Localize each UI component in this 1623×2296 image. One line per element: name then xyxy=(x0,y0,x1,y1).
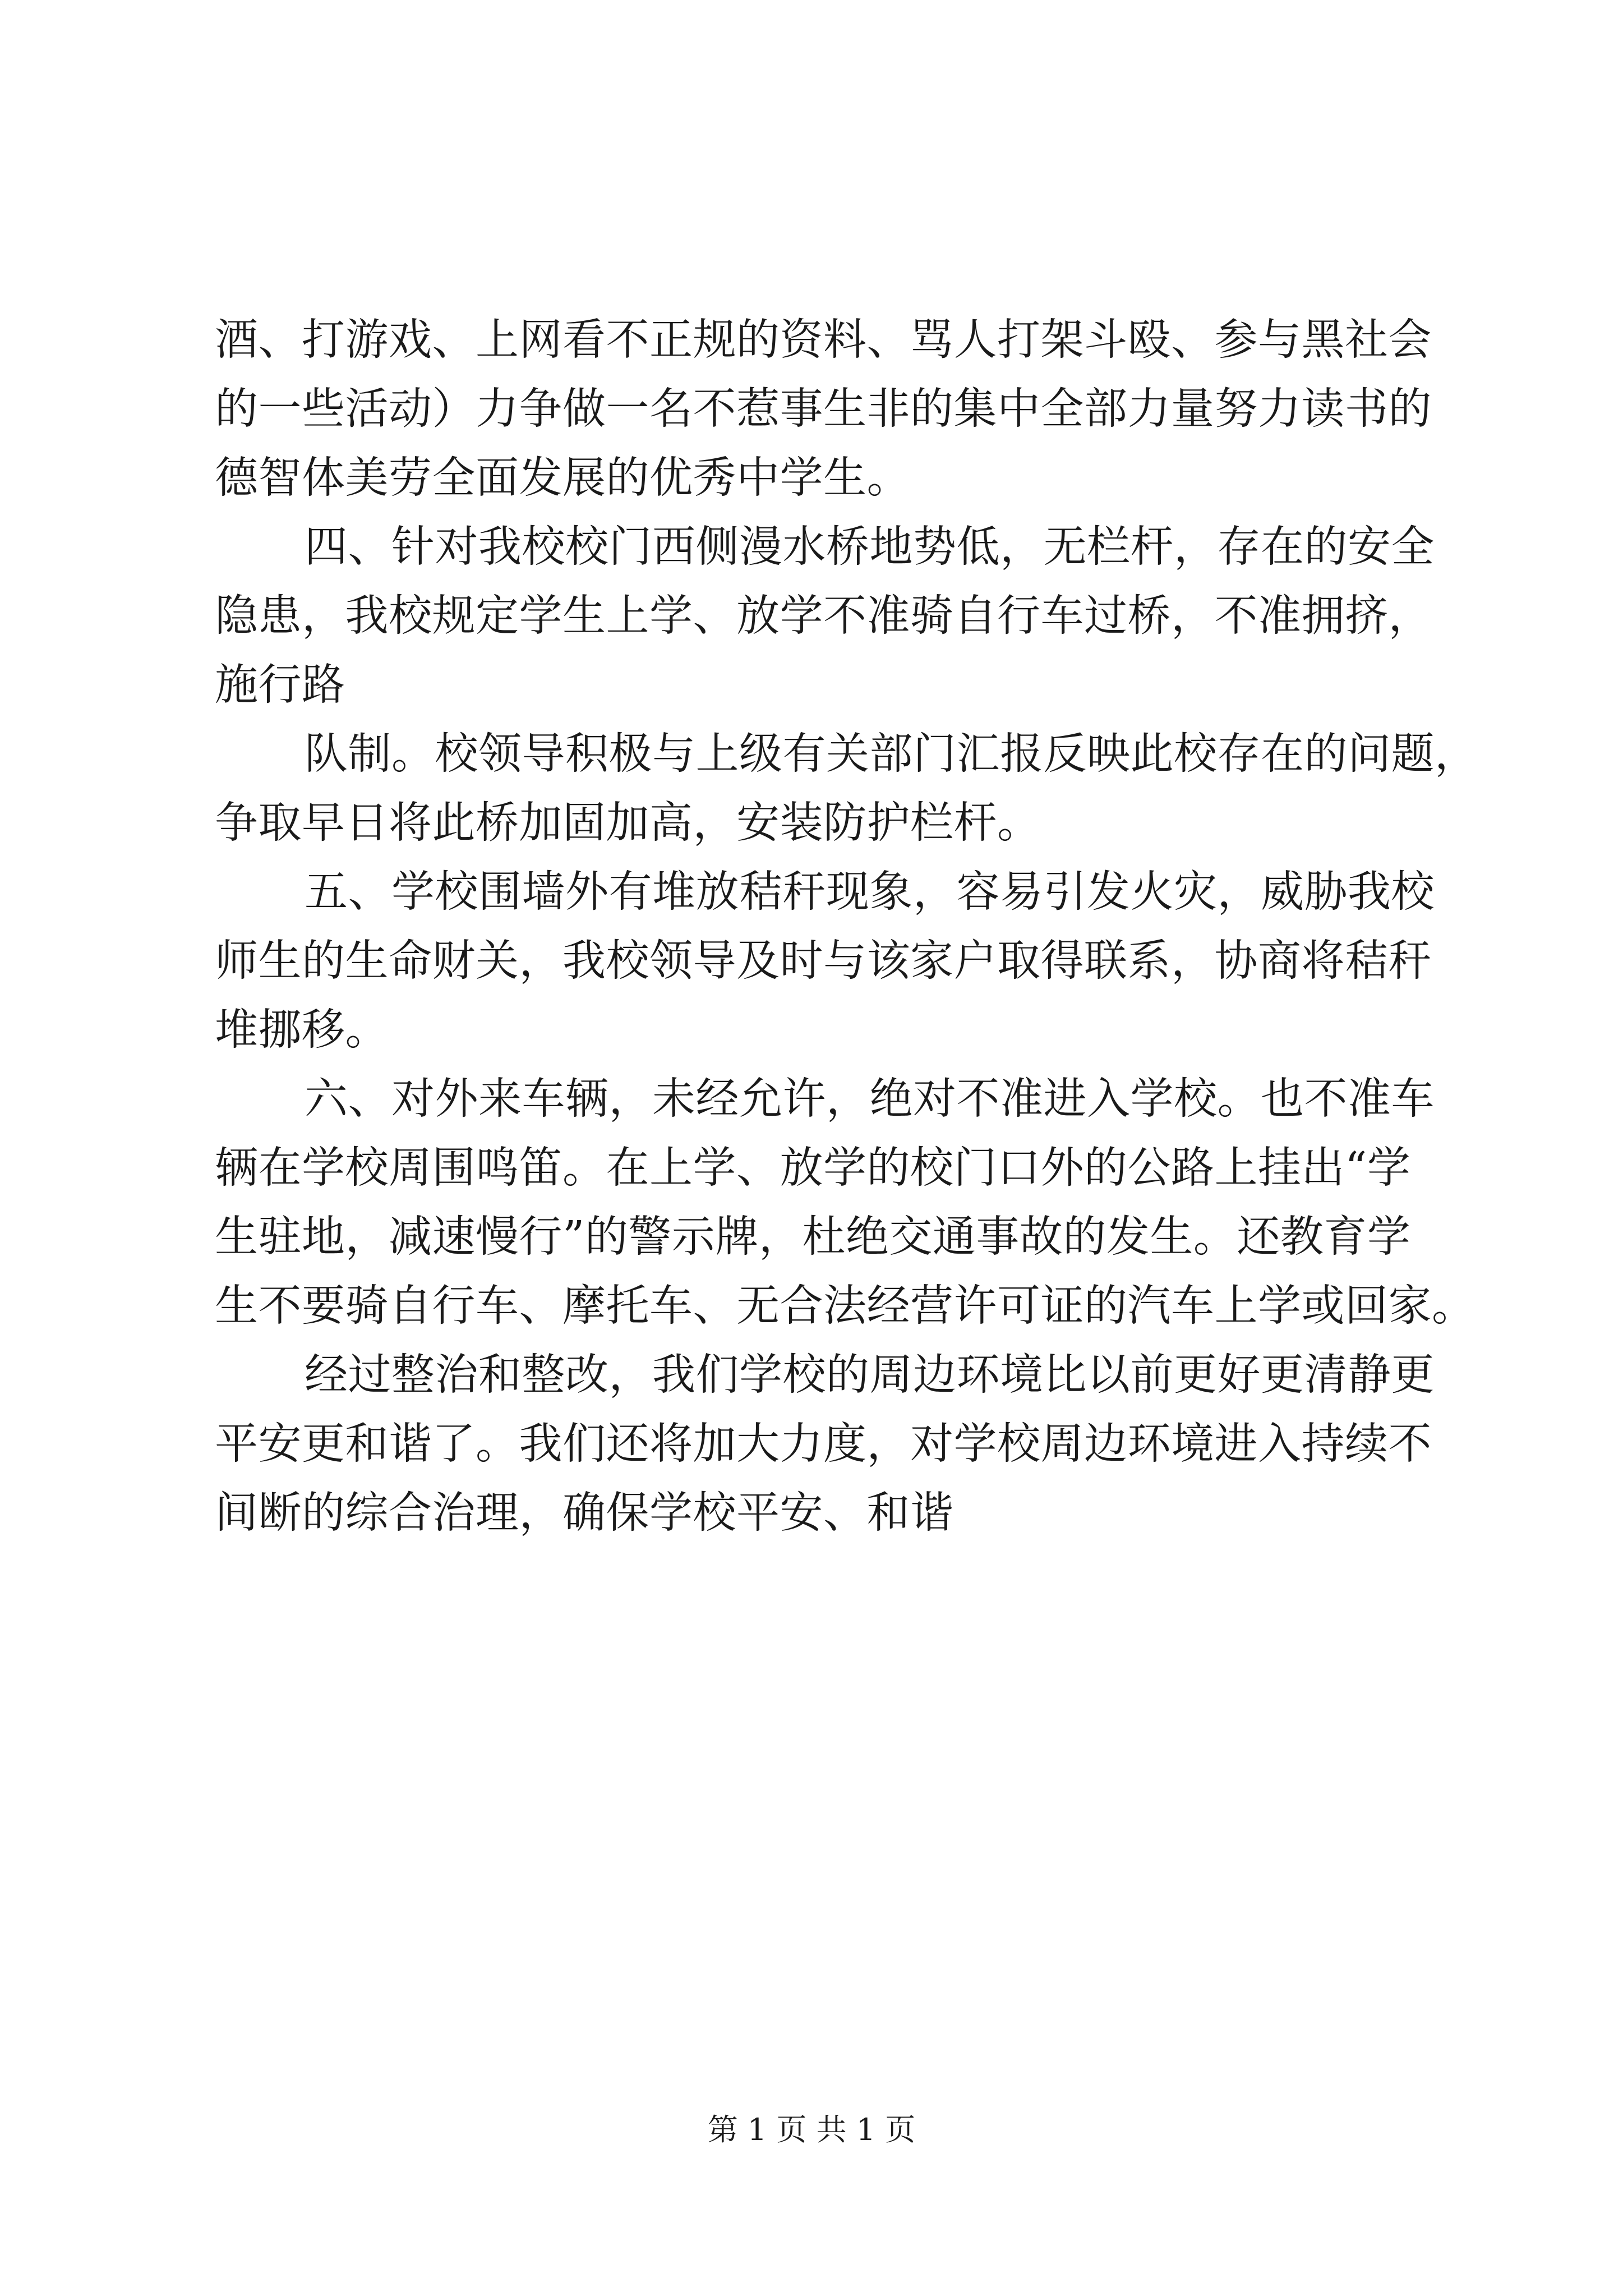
body-line: 师生的生命财关，我校领导及时与该家户取得联系，协商将秸秆 xyxy=(215,936,1432,986)
document-body xyxy=(215,306,1478,1548)
paragraph-six-start: 六、对外来车辆，未经允许，绝对不准进入学校。也不准车 xyxy=(305,1074,1435,1124)
body-line: 平安更和谐了。我们还将加大力度，对学校周边环境进入持续不 xyxy=(215,1419,1432,1469)
body-line: 队制。校领导积极与上级有关部门汇报反映此校存在的问题， xyxy=(305,729,1478,779)
body-line: 隐患，我校规定学生上学、放学不准骑自行车过桥，不准拥挤， xyxy=(215,591,1432,641)
body-line: 生不要骑自行车、摩托车、无合法经营许可证的汽车上学或回家。 xyxy=(215,1281,1476,1331)
page-number-footer: 第 1 页 共 1 页 xyxy=(707,2112,916,2147)
conclusion-start: 经过整治和整改，我们学校的周边环境比以前更好更清静更 xyxy=(305,1350,1435,1400)
body-line: 堆挪移。 xyxy=(215,1005,389,1055)
body-line: 生驻地，减速慢行”的警示牌，杜绝交通事故的发生。还教育学 xyxy=(215,1212,1411,1262)
body-line: 施行路 xyxy=(215,660,345,710)
paragraph-five-start: 五、学校围墙外有堆放秸秆现象，容易引发火灾，威胁我校 xyxy=(305,867,1435,917)
body-line: 德智体美劳全面发展的优秀中学生。 xyxy=(215,453,910,503)
body-line: 酒、打游戏、上网看不正规的资料、骂人打架斗殴、参与黑社会 xyxy=(215,315,1432,365)
body-line: 的一些活动）力争做一名不惹事生非的集中全部力量努力读书的 xyxy=(215,384,1432,434)
body-line: 间断的综合治理，确保学校平安、和谐 xyxy=(215,1488,954,1538)
paragraph-four-start: 四、针对我校校门西侧漫水桥地势低，无栏杆，存在的安全 xyxy=(305,522,1435,572)
body-line: 辆在学校周围鸣笛。在上学、放学的校门口外的公路上挂出“学 xyxy=(215,1143,1411,1193)
body-line: 争取早日将此桥加固加高，安装防护栏杆。 xyxy=(215,798,1041,848)
